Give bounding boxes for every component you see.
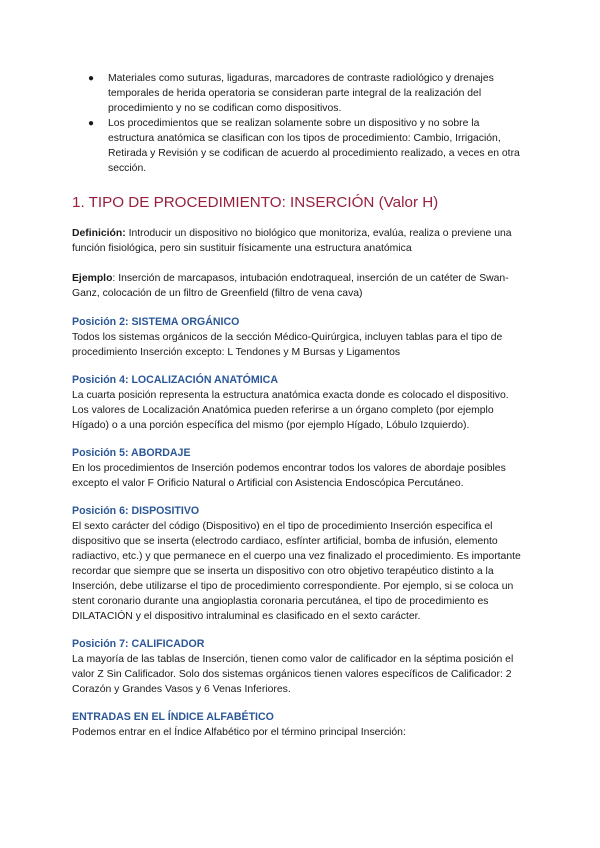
bullet-icon: ●	[88, 118, 95, 129]
example-paragraph	[72, 271, 528, 301]
subheading: Posición 5: ABORDAJE	[72, 447, 191, 459]
subheading: Posición 6: DISPOSITIVO	[72, 505, 200, 517]
definition-label: Definición:	[72, 228, 126, 239]
subsection-text: El sexto carácter del código (Dispositivo) en el tipo de procedimiento Inserción especifica el dispositivo que se inserta (electrodo cardiaco, esfínter artificial, bomba de infusión, elemento radiactivo, etc.) y que permanece en el cuerpo una vez finalizado el procedimiento. Es importante recordar que siempre que se inserta un dispositivo con otro objetivo terapéutico distinto a la Inserción, debe utilizarse el tipo de procedimiento correspondiente. Por ejemplo, si se coloca un stent coronario durante una angioplastia coronaria percutánea, el tipo de procedimiento es DILATACIÓN y el dispositivo intraluminal es clasificado en el sexto carácter.	[72, 521, 521, 622]
example-text: : Inserción de marcapasos, intubación endotraqueal, inserción de un catéter de Swan-Ganz, colocación de un filtro de Greenfield (filtro de vena cava)	[72, 273, 509, 299]
position-block-device	[72, 504, 528, 624]
bullet-icon: ●	[88, 73, 95, 84]
section-title: 1. TIPO DE PROCEDIMIENTO: INSERCIÓN (Valor H)	[72, 194, 439, 211]
list-item	[72, 71, 528, 116]
position-block-approach	[72, 446, 528, 491]
document-body	[72, 71, 528, 740]
list-item	[72, 116, 528, 176]
definition-paragraph	[72, 226, 528, 256]
position-block-organ-system	[72, 315, 528, 360]
bullet-list	[72, 71, 528, 176]
definition-text: Introducir un dispositivo no biológico que monitoriza, evalúa, realiza o previene una función fisiológica, pero sin sustituir físicamente una estructura anatómica	[72, 228, 512, 254]
subsection-text: Todos los sistemas orgánicos de la sección Médico-Quirúrgica, incluyen tablas para el tipo de procedimiento Inserción excepto: L Tendones y M Bursas y Ligamentos	[72, 332, 503, 358]
bullet-text: Materiales como suturas, ligaduras, marcadores de contraste radiológico y drenajes temporales de herida operatoria se consideran parte integral de la realización del procedimiento y no se codifican como dispositivos.	[108, 73, 494, 114]
subsection-text: La mayoría de las tablas de Inserción, tienen como valor de calificador en la séptima posición el valor Z Sin Calificador. Solo dos sistemas orgánicos tienen valores específicos de Calificador: 2 Corazón y Grandes Vasos y 6 Venas Inferiores.	[72, 654, 514, 695]
subheading: Posición 2: SISTEMA ORGÁNICO	[72, 316, 240, 328]
position-block-qualifier	[72, 637, 528, 697]
position-block-anatomic-location	[72, 373, 528, 433]
alphabetic-index-block	[72, 710, 528, 740]
subsection-text: La cuarta posición representa la estructura anatómica exacta donde es colocado el dispositivo. Los valores de Localización Anatómica pueden referirse a un órgano completo (por ejemplo Hígado) o a una porción específica del mismo (por ejemplo Hígado, Lóbulo Izquierdo).	[72, 390, 509, 431]
subheading: Posición 4: LOCALIZACIÓN ANATÓMICA	[72, 374, 278, 386]
subsection-text: En los procedimientos de Inserción podemos encontrar todos los valores de abordaje posibles excepto el valor F Orificio Natural o Artificial con Asistencia Endoscópica Percutáneo.	[72, 463, 506, 489]
example-label: Ejemplo	[72, 273, 113, 284]
subheading: ENTRADAS EN EL ÍNDICE ALFABÉTICO	[72, 711, 274, 723]
subheading: Posición 7: CALIFICADOR	[72, 638, 205, 650]
subsection-text: Podemos entrar en el Índice Alfabético por el término principal Inserción:	[72, 727, 406, 738]
bullet-text: Los procedimientos que se realizan solamente sobre un dispositivo y no sobre la estructura anatómica se clasifican con los tipos de procedimiento: Cambio, Irrigación, Retirada y Revisión y se codifican de acuerdo al procedimiento realizado, a veces en otra sección.	[108, 118, 520, 174]
